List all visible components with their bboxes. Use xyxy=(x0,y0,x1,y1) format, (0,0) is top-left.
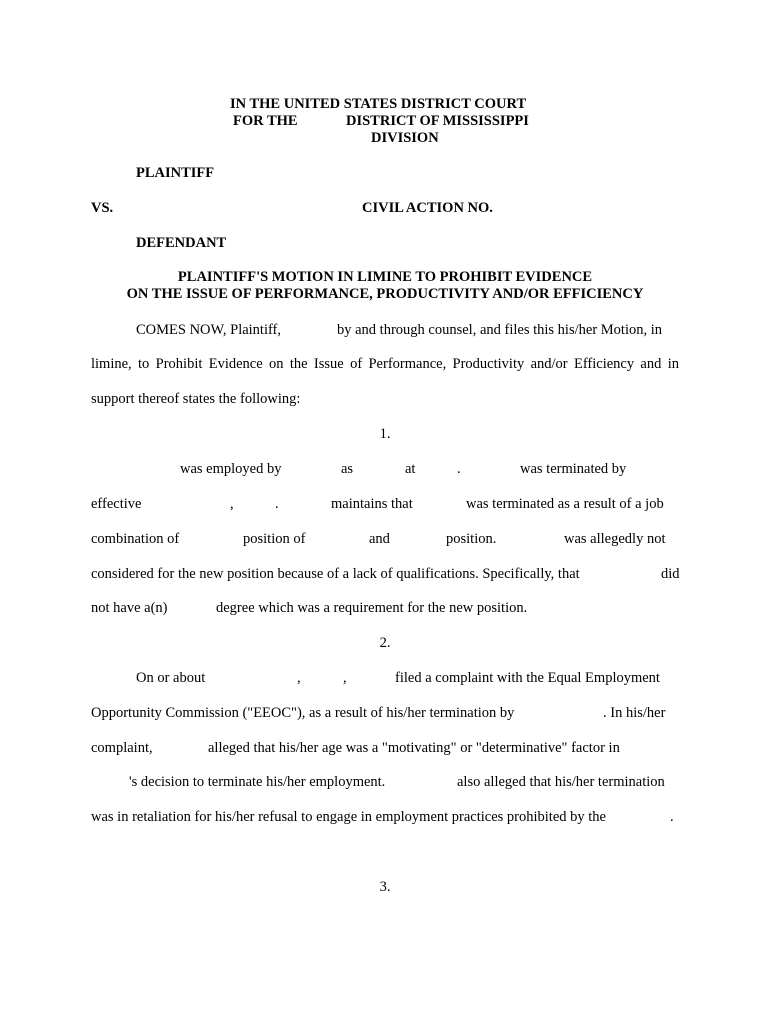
motion-title-line2: ON THE ISSUE OF PERFORMANCE, PRODUCTIVITY AND/OR EFFICIENCY xyxy=(126,286,644,302)
s1-r2-effective: effective xyxy=(91,496,142,512)
civil-action-label: CIVIL ACTION NO. xyxy=(362,200,493,216)
s1-r5-degree: degree which was a requirement for the new position. xyxy=(216,600,528,616)
s2-r3-alleged: alleged that his/her age was a "motivating" or "determinative" factor in xyxy=(208,740,620,756)
court-heading-line2-prefix: FOR THE xyxy=(233,113,298,129)
s1-r3-allegedly: was allegedly not xyxy=(564,531,666,547)
s2-r5-retaliation: was in retaliation for his/her refusal to engage in employment practices prohibited by the xyxy=(91,809,606,825)
s1-r2-period: . xyxy=(275,496,279,512)
s1-r1-employed-by: was employed by xyxy=(180,461,282,477)
s1-r3-and: and xyxy=(369,531,390,547)
section-number-2: 2. xyxy=(379,635,391,651)
s2-r5-period: . xyxy=(670,809,674,825)
s2-r1-on-or-about: On or about xyxy=(136,670,206,686)
intro-line1-end: by and through counsel, and files this his/her Motion, in xyxy=(337,322,663,338)
s1-r1-as: as xyxy=(341,461,354,477)
court-heading-line3: DIVISION xyxy=(371,130,439,146)
intro-line3: support thereof states the following: xyxy=(91,391,301,407)
s1-r2-comma: , xyxy=(230,496,234,512)
s2-r2-in-his-her: . In his/her xyxy=(603,705,666,721)
s1-r1-at: at xyxy=(405,461,416,477)
s1-r2-maintains: maintains that xyxy=(331,496,413,512)
s2-r4-also-alleged: also alleged that his/her termination xyxy=(457,774,665,790)
section-number-1: 1. xyxy=(379,426,391,442)
s2-r1-comma1: , xyxy=(297,670,301,686)
s2-r4-decision: 's decision to terminate his/her employment. xyxy=(129,774,386,790)
intro-line1-start: COMES NOW, Plaintiff, xyxy=(136,322,282,338)
s1-r1-period: . xyxy=(457,461,461,477)
versus-label: VS. xyxy=(91,200,114,216)
s1-r3-combination: combination of xyxy=(91,531,180,547)
s1-r3-position: position. xyxy=(446,531,497,547)
plaintiff-label: PLAINTIFF xyxy=(136,165,215,181)
s1-r1-terminated-by: was terminated by xyxy=(520,461,627,477)
s1-r5-not-have: not have a(n) xyxy=(91,600,168,616)
section-number-3: 3. xyxy=(379,879,391,895)
s2-r3-complaint: complaint, xyxy=(91,740,153,756)
s1-r2-terminated-result: was terminated as a result of a job xyxy=(466,496,664,512)
s1-r4-considered: considered for the new position because of a lack of qualifications. Specifically, that xyxy=(91,566,580,582)
court-heading-line2-suffix: DISTRICT OF MISSISSIPPI xyxy=(346,113,529,129)
defendant-label: DEFENDANT xyxy=(136,235,227,251)
intro-line2: limine, to Prohibit Evidence on the Issue of Performance, Productivity and/or Efficiency and in xyxy=(91,356,679,372)
s2-r1-filed: filed a complaint with the Equal Employment xyxy=(395,670,660,686)
motion-title-line1: PLAINTIFF'S MOTION IN LIMINE TO PROHIBIT EVIDENCE xyxy=(177,269,593,285)
s1-r3-position-of: position of xyxy=(243,531,306,547)
s2-r1-comma2: , xyxy=(343,670,347,686)
s2-r2-eeoc: Opportunity Commission ("EEOC"), as a result of his/her termination by xyxy=(91,705,515,721)
s1-r4-did: did xyxy=(661,566,680,582)
court-heading-line1: IN THE UNITED STATES DISTRICT COURT xyxy=(230,96,527,112)
